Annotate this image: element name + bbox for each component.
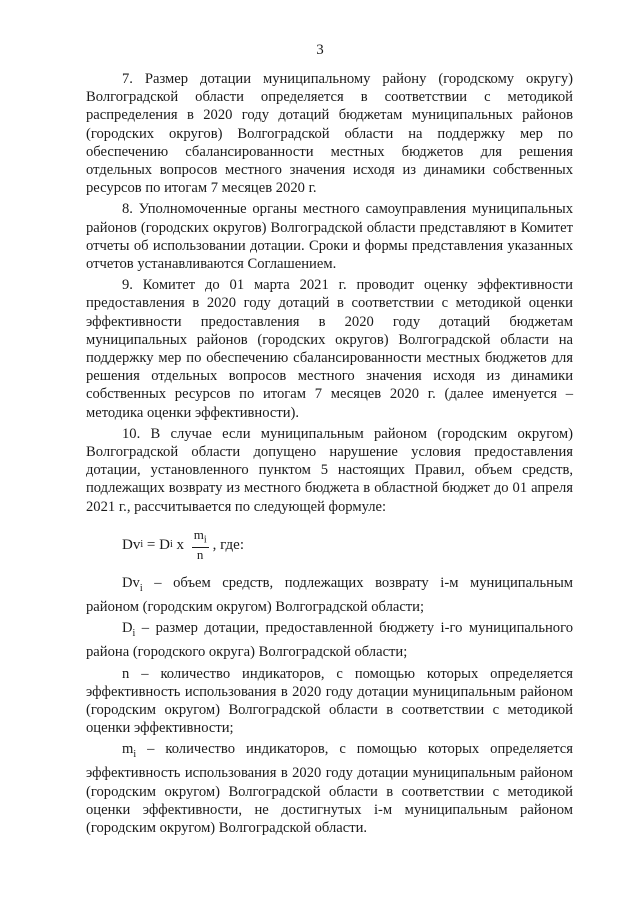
formula-tail: , где: [212,536,244,553]
definition-d [86,619,573,661]
definition-dv-text: – объем средств, подлежащих возврату i-м муниципальным районом (городским округом) Волгоградской области; [86,574,573,615]
paragraph-9: 9. Комитет до 01 марта 2021 г. проводит оценку эффективности предоставления в 2020 году дотаций в соответствии с методикой оценки эффективности предоставления в 2020 году дотаций бюджетам муниципальных районов (городских округов) Волгоградской области на поддержку мер по обеспечению сбалансированности местных бюджетов для решения отдельных вопросов местного значения исходя из динамики собственных ресурсов по итогам 7 месяцев 2020 г. (далее именуется – методика оценки эффективности). [86,277,573,421]
page-number: 3 [316,42,324,58]
numerator-symbol: m [193,526,204,542]
numerator-subscript: i [203,534,207,546]
formula-d-subscript: i [169,538,173,550]
definition-dv [86,574,573,616]
formula-lhs: Dv [122,536,141,553]
fraction-denominator: n [196,547,204,563]
formula-times: x [172,536,188,553]
definition-d-text: – размер дотации, предоставленной бюджету i-го муниципального района (городского округа) Волгоградской области; [86,620,573,661]
formula [122,528,573,562]
definition-m-symbol: m [122,741,134,758]
definition-m-subscript: i [133,749,137,761]
definition-dv-subscript: i [139,582,143,594]
paragraph-10: 10. В случае если муниципальным районом (городским округом) Волгоградской области допущено нарушение условия предоставления дотации, установленного пунктом 5 настоящих Правил, объем средств, подлежащих возврату из местного бюджета в областной бюджет до 01 апреля 2021 г., рассчитывается по следующей формуле: [86,425,573,515]
definition-d-subscript: i [132,628,136,640]
paragraph-7: 7. Размер дотации муниципальному району (городскому округу) Волгоградской области определяется в соответствии с методикой распределения в 2020 году дотаций бюджетам муниципальных районов (городских округов) Волгоградской области на поддержку мер по обеспечению сбалансированности местных бюджетов для решения отдельных вопросов местного значения исходя из динамики собственных ресурсов по итогам 7 месяцев 2020 г. [86,71,573,197]
paragraph-8: 8. Уполномоченные органы местного самоуправления муниципальных районов (городских округов) Волгоградской области представляют в Комитет отчеты об использовании дотации. Сроки и формы представления указанных отчетов устанавливаются Соглашением. [86,201,573,273]
definition-n: n – количество индикаторов, с помощью которых определяется эффективность использования в 2020 году дотации муниципальным районом (городским округом) Волгоградской области в соответствии с методикой оценки эффективности; [86,665,573,737]
formula-fraction [192,528,209,563]
formula-lhs-subscript: i [140,538,144,550]
definition-m-text: – количество индикаторов, с помощью которых определяется эффективность использования в 2020 году дотации муниципальным районом (городским округом) Волгоградской области в соответствии с методикой оценки эффективности, не достигнутых i-м муниципальным районом (городским округом) Волгоградской области. [86,741,573,837]
formula-equals: = [143,536,160,553]
definition-dv-symbol: Dv [122,574,140,591]
formula-d: D [159,536,170,553]
definition-m [86,740,573,837]
document-body [86,70,573,837]
definition-d-symbol: D [122,620,133,637]
fraction-numerator [192,528,209,549]
